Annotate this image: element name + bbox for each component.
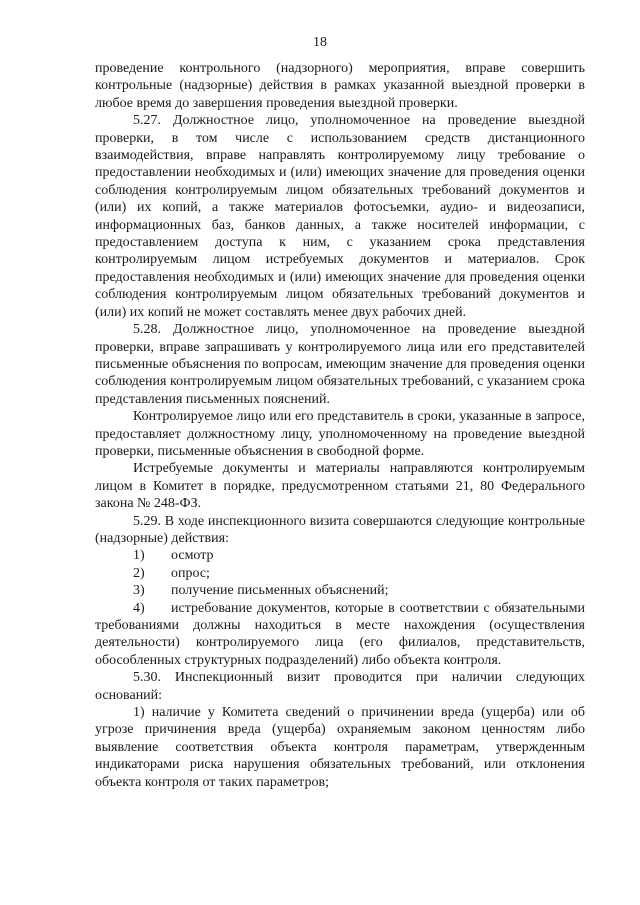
paragraph-continuation: проведение контрольного (надзорного) мероприятия, вправе совершить контрольные (надзорные) действия в рамках указанной выездной проверки в любое время до завершения проведения выездной проверки. [95,61,585,111]
list-item-text: получение письменных объяснений; [171,583,389,599]
paragraph-5-30: 5.30. Инспекционный визит проводится при наличии следующих оснований: [95,670,585,703]
list-item-document-request [95,600,585,670]
list-item-text: опрос; [171,565,210,581]
list-item-written-explanations [95,582,585,599]
list-item-number: 3) [133,583,145,599]
list-item-number: 4) [133,600,145,616]
list-item-number: 2) [133,565,145,581]
paragraph-requested-documents: Истребуемые документы и материалы направляются контролируемым лицом в Комитет в порядке, предусмотренном статьями 21, 80 Федерального закона № 248-ФЗ. [95,461,585,512]
paragraph-5-30-item-1: 1) наличие у Комитета сведений о причинении вреда (ущерба) или об угрозе причинения вреда (ущерба) охраняемым законом ценностям либо выявление соответствия объекта контроля параметрам, утвержденным индикаторами риска нарушения обязательных требований, или отклонения объекта контроля от таких параметров; [95,705,585,790]
page-number: 18 [313,35,327,50]
paragraph-5-29: 5.29. В ходе инспекционного визита совершаются следующие контрольные (надзорные) действия: [95,513,585,546]
list-item-text: истребование документов, которые в соответствии с обязательными требованиями должны находиться в месте нахождения (осуществления деятельности) контролируемого лица (его филиалов, представительств, обособленных структурных подразделений) либо объекта контроля. [95,600,585,668]
list-item-survey [95,565,585,582]
list-item-inspection [95,547,585,564]
paragraph-explanations: Контролируемое лицо или его представитель в сроки, указанные в запросе, предоставляет должностному лицу, уполномоченному на проведение выездной проверки, письменные объяснения в свободной форме. [95,409,585,459]
document-body [95,60,585,791]
paragraph-5-28: 5.28. Должностное лицо, уполномоченное на проведение выездной проверки, вправе запрашивать у контролируемого лица или его представителей письменные объяснения по вопросам, имеющим значение для проведения оценки соблюдения контролируемым лицом обязательных требований, с указанием срока представления письменных пояснений. [95,322,585,407]
list-item-text: осмотр [171,548,214,564]
list-item-number: 1) [133,548,145,564]
paragraph-5-27: 5.27. Должностное лицо, уполномоченное на проведение выездной проверки, в том числе с использованием средств дистанционного взаимодействия, вправе направлять контролируемому лицу требование о предоставлении необходимых и (или) имеющих значение для проведения оценки соблюдения контролируемым лицом обязательных требований документов и (или) их копий, а также материалов фотосъемки, аудио- и видеозаписи, информационных баз, банков данных, а также носителей информации, с предоставлением доступа к ним, с указанием срока представления контролируемым лицом истребуемых документов и материалов. Срок предоставления необходимых и (или) имеющих значение для проведения оценки соблюдения контролируемым лицом обязательных требований документов и (или) их копий не может составлять менее двух рабочих дней. [95,113,585,320]
